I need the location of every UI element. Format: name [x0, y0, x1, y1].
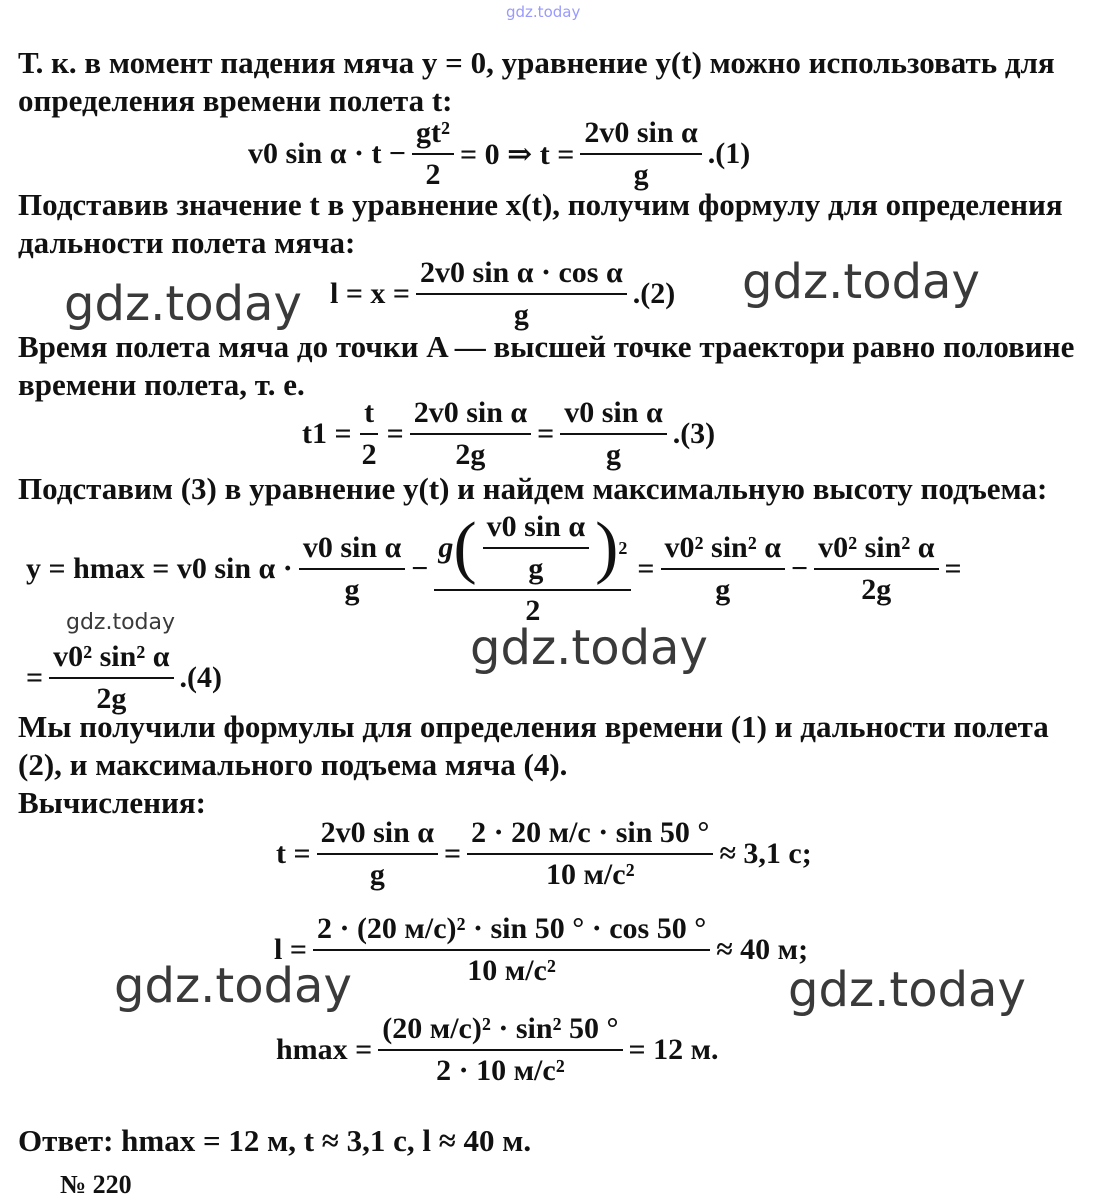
- eq3-left: t1 =: [302, 417, 352, 450]
- eq1-mid: = 0 ⇒ t =: [460, 137, 575, 171]
- calc-l-num: 2 · (20 м/с)² · sin 50 ° · cos 50 °: [313, 912, 710, 951]
- eq2-num: 2v0 sin α · cos α: [416, 256, 627, 295]
- answer-line: Ответ: hmax = 12 м, t ≈ 3,1 с, l ≈ 40 м.: [18, 1123, 532, 1158]
- eq4-inner-den: g: [528, 552, 544, 585]
- calc-t-f2-den: 10 м/с²: [545, 858, 635, 891]
- eq1-label: .(1): [707, 137, 751, 170]
- eq3-f3-num: v0 sin α: [560, 396, 666, 435]
- paragraph-line: Подставив значение t в уравнение x(t), получим формулу для определения: [18, 187, 1063, 222]
- calc-l: [274, 912, 808, 988]
- eq4-paren-open: (: [453, 509, 477, 586]
- eq4-big-den: 2: [525, 594, 541, 627]
- watermark: gdz.today: [64, 276, 302, 332]
- eq4-f3-num: v0² sin² α: [661, 531, 785, 570]
- calc-h: [276, 1012, 719, 1088]
- paragraph-line: Мы получили формулы для определения времени (1) и дальности полета: [18, 709, 1049, 744]
- calc-h-den: 2 · 10 м/с²: [436, 1054, 565, 1087]
- eq3-f2-num: 2v0 sin α: [410, 396, 531, 435]
- eq4-paren-close: ): [595, 509, 619, 586]
- eq2-den: g: [513, 298, 529, 331]
- eq4-minus: −: [790, 552, 809, 585]
- eq2-fraction: [416, 256, 627, 332]
- eq1-left: v0 sin α · t −: [248, 137, 407, 170]
- calc-t-f2-num: 2 · 20 м/с · sin 50 °: [467, 816, 713, 855]
- eq4-cont-equals: =: [26, 661, 44, 694]
- eq4-equals: =: [944, 552, 962, 585]
- equation-2: [330, 256, 675, 332]
- watermark: gdz.today: [788, 962, 1026, 1018]
- paragraph-line: времени полета, т. е.: [18, 367, 305, 402]
- eq4-f1-den: g: [344, 573, 360, 606]
- eq4-f4-num: v0² sin² α: [814, 531, 938, 570]
- eq4-equals: =: [637, 552, 655, 585]
- eq1-frac2-num: 2v0 sin α: [580, 116, 701, 155]
- watermark: gdz.today: [742, 254, 980, 310]
- eq3-equals: =: [537, 417, 555, 450]
- watermark-top: gdz.today: [506, 3, 581, 21]
- calc-h-fraction: [378, 1012, 622, 1088]
- calc-t-f1-num: 2v0 sin α: [317, 816, 438, 855]
- equation-1: [248, 116, 750, 192]
- eq4-f3-den: g: [715, 573, 731, 606]
- eq3-fraction-2: [410, 396, 531, 472]
- calc-t-result: ≈ 3,1 с;: [719, 837, 812, 870]
- paragraph-line: (2), и максимального подъема мяча (4).: [18, 747, 568, 782]
- eq4-f1-num: v0 sin α: [299, 531, 405, 570]
- calc-t-equals: =: [444, 837, 462, 870]
- eq4-minus: −: [411, 552, 429, 585]
- eq3-f2-den: 2g: [455, 438, 486, 471]
- eq2-left: l = x =: [330, 277, 411, 310]
- eq3-equals: =: [386, 417, 404, 450]
- calc-l-left: l =: [274, 933, 307, 966]
- eq4-fraction-3: [661, 531, 785, 607]
- eq4-inner-num: v0 sin α: [483, 510, 589, 549]
- watermark: gdz.today: [114, 958, 352, 1014]
- eq3-f1-den: 2: [361, 438, 377, 471]
- eq4-label: .(4): [179, 661, 223, 694]
- calc-l-den: 10 м/с²: [467, 954, 556, 987]
- eq3-label: .(3): [672, 417, 716, 450]
- paragraph-line: Подставим (3) в уравнение y(t) и найдем максимальную высоту подъема:: [18, 471, 1048, 506]
- eq4-cont-den: 2g: [96, 682, 127, 715]
- paragraph-line: дальности полета мяча:: [18, 225, 356, 260]
- eq4-cont-fraction: [49, 640, 173, 716]
- calc-h-left: hmax =: [276, 1033, 373, 1066]
- eq3-fraction-1: [358, 396, 381, 472]
- eq4-inner-fraction: [483, 510, 589, 586]
- eq4-fraction-4: [814, 531, 938, 607]
- calc-l-fraction: [313, 912, 710, 988]
- watermark-small: gdz.today: [66, 610, 176, 635]
- paragraph-line: определения времени полета t:: [18, 83, 453, 118]
- calc-t-left: t =: [276, 837, 311, 870]
- paragraph-line: Время полета мяча до точки A — высшей точке траектори равно половине: [18, 329, 1075, 364]
- eq4-square: 2: [618, 537, 628, 558]
- eq1-fraction-2: [580, 116, 701, 192]
- equation-4-continued: [26, 640, 222, 716]
- eq1-frac1-num: gt²: [412, 116, 454, 155]
- calc-t-f1-den: g: [369, 858, 385, 891]
- eq1-frac2-den: g: [633, 158, 649, 191]
- next-task-number: № 220: [60, 1170, 132, 1199]
- equation-3: [302, 396, 715, 472]
- eq4-f4-den: 2g: [861, 573, 892, 606]
- eq3-f3-den: g: [605, 438, 621, 471]
- eq3-fraction-3: [560, 396, 666, 472]
- calc-l-result: ≈ 40 м;: [716, 933, 809, 966]
- calc-heading: Вычисления:: [18, 785, 206, 820]
- calc-h-num: (20 м/с)² · sin² 50 °: [378, 1012, 622, 1051]
- eq2-label: .(2): [632, 277, 676, 310]
- eq1-frac1-den: 2: [425, 158, 441, 191]
- eq4-g: g: [438, 531, 454, 564]
- eq4-left: y = hmax = v0 sin α ·: [26, 552, 293, 585]
- calc-t: [276, 816, 812, 892]
- eq4-fraction-2: [434, 510, 631, 628]
- eq4-cont-num: v0² sin² α: [49, 640, 173, 679]
- eq4-fraction-1: [299, 531, 405, 607]
- paragraph-line: Т. к. в момент падения мяча y = 0, уравнение y(t) можно использовать для: [18, 45, 1055, 80]
- eq4-big-num: [434, 510, 631, 591]
- eq1-fraction-1: [412, 116, 454, 192]
- watermark: gdz.today: [470, 620, 708, 676]
- calc-t-fraction-1: [317, 816, 438, 892]
- calc-h-result: = 12 м.: [628, 1033, 719, 1066]
- eq3-f1-num: t: [360, 396, 378, 435]
- calc-t-fraction-2: [467, 816, 713, 892]
